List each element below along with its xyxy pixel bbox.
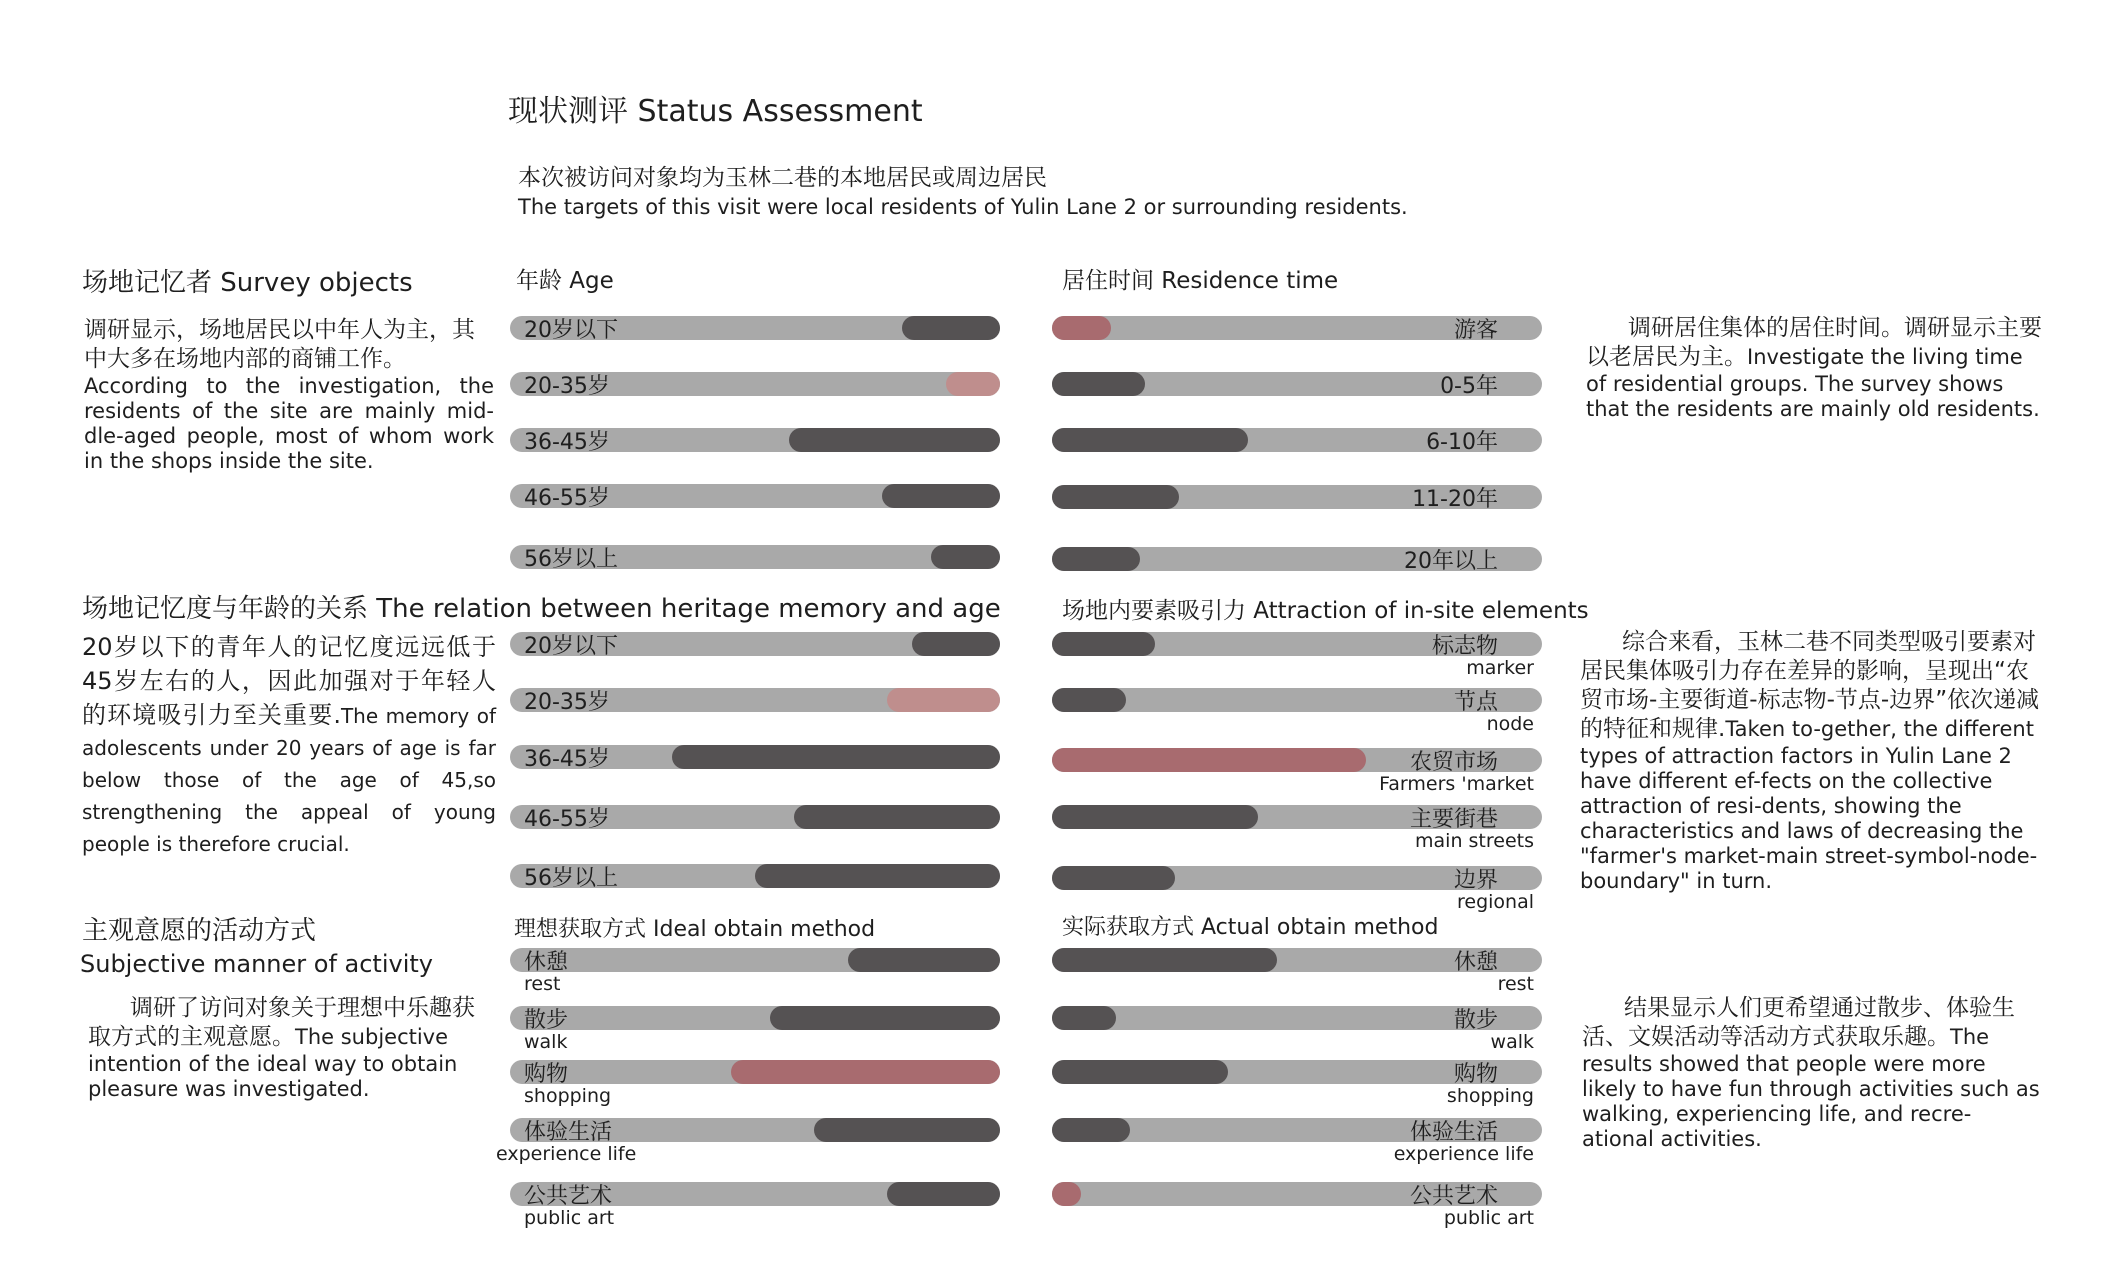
bar-label: 购物: [524, 1062, 569, 1087]
bar-label-en: public art: [524, 1207, 615, 1229]
result-note-zh: 结果显示人们更希望通过散步、体验生活、文娱活动等活动方式获取乐趣。: [1582, 995, 2015, 1050]
bar-fill: [770, 1006, 1000, 1030]
bar-fill: [1052, 866, 1175, 890]
bar-fill: [1052, 948, 1277, 972]
survey-text: [84, 316, 494, 474]
result-note-en: The results showed that people were more likely to have fun through activities such as walking, experiencing life, and recre-ational activities.: [1582, 1025, 2040, 1151]
bar-label: 20-35岁: [524, 690, 610, 715]
bar-row: [1052, 372, 1542, 399]
bar-row: [1052, 1118, 1542, 1165]
bar-label: 36-45岁: [524, 747, 610, 772]
bar-label: 休憩: [524, 950, 569, 975]
bar-label: 36-45岁: [524, 430, 610, 455]
bar-row: [510, 545, 1000, 572]
bar-fill: [1052, 372, 1145, 396]
bar-label: 46-55岁: [524, 486, 610, 511]
bar-label: 散步: [1453, 1008, 1498, 1033]
chart-heading-ideal: 理想获取方式 Ideal obtain method: [514, 917, 876, 942]
bar-label-en: shopping: [1446, 1085, 1534, 1107]
bar-row: [1052, 948, 1542, 995]
residence-note-en: Investigate the living time of residential groups. The survey shows that the residents are mainly old residents.: [1586, 345, 2040, 421]
bar-row: [510, 316, 1000, 343]
bar-row: [510, 484, 1000, 511]
bar-label-en: experience life: [1393, 1143, 1534, 1165]
attraction-note-en: Taken to-gether, the different types of attraction factors in Yulin Lane 2 have different ef-fects on the collective attraction of resi-dents, showing the characteristics and laws of decreasing the "farmer's market-main street-symbol-node-boundary" in turn.: [1580, 717, 2038, 893]
bar-label-en: public art: [1443, 1207, 1534, 1229]
bar-label: 6-10年: [1426, 430, 1498, 455]
memory-text-zh: 20岁以下的青年人的记忆度远远低于45岁左右的人，因此加强对于年轻人的环境吸引力至关重要.: [82, 633, 496, 729]
bar-label: 体验生活: [1409, 1120, 1498, 1145]
bar-label-en: marker: [1466, 657, 1534, 679]
bar-fill: [912, 632, 1000, 656]
bar-row: [510, 1060, 1000, 1107]
bar-label: 20岁以下: [524, 318, 618, 343]
bar-label: 56岁以上: [524, 866, 618, 891]
bar-row: [510, 1006, 1000, 1053]
bar-fill: [1052, 632, 1155, 656]
intro-en: The targets of this visit were local residents of Yulin Lane 2 or surrounding residents.: [518, 195, 1408, 219]
bar-row: [496, 1118, 1000, 1165]
bar-label: 46-55岁: [524, 807, 610, 832]
bar-fill: [1052, 1006, 1116, 1030]
bar-fill: [1052, 688, 1126, 712]
subjective-heading-zh: 主观意愿的活动方式: [82, 916, 317, 946]
bar-row: [1052, 748, 1542, 795]
bar-fill: [848, 948, 1000, 972]
bar-row: [1052, 547, 1542, 574]
bar-fill: [1052, 1182, 1081, 1206]
bar-fill: [794, 805, 1000, 829]
page-title: 现状测评 Status Assessment: [508, 94, 923, 129]
intro: [518, 164, 1408, 222]
bar-label: 购物: [1453, 1062, 1498, 1087]
bar-row: [510, 864, 1000, 891]
bar-fill: [902, 316, 1000, 340]
bar-row: [1052, 805, 1542, 852]
bar-row: [510, 688, 1000, 715]
bar-fill: [1052, 1118, 1130, 1142]
bar-fill: [931, 545, 1000, 569]
bar-row: [1052, 428, 1542, 455]
bar-label: 节点: [1453, 690, 1498, 715]
subjective-text: [88, 994, 493, 1102]
bar-fill: [882, 484, 1000, 508]
bar-fill: [1052, 748, 1366, 772]
bar-label-en: node: [1486, 713, 1534, 735]
bar-fill: [814, 1118, 1000, 1142]
subjective-heading-en: Subjective manner of activity: [80, 950, 433, 978]
attraction-note: [1580, 628, 2040, 894]
bar-label: 农贸市场: [1409, 750, 1498, 775]
bar-row: [510, 632, 1000, 659]
bar-label: 标志物: [1431, 634, 1498, 659]
bar-label: 0-5年: [1440, 374, 1498, 399]
chart-heading-actual: 实际获取方式 Actual obtain method: [1062, 915, 1439, 940]
bar-fill: [731, 1060, 1001, 1084]
bar-fill: [1052, 805, 1258, 829]
bar-label: 20年以上: [1404, 549, 1498, 574]
intro-zh: 本次被访问对象均为玉林二巷的本地居民或周边居民: [518, 165, 1047, 191]
bar-label-en: Farmers 'market: [1379, 773, 1534, 795]
bar-fill: [789, 428, 1000, 452]
attraction-note-zh: 综合来看，玉林二巷不同类型吸引要素对居民集体吸引力存在差异的影响，呈现出“农贸市场-主要街道-标志物-节点-边界”依次递减的特征和规律.: [1580, 629, 2040, 742]
bar-label: 20岁以下: [524, 634, 618, 659]
bar-fill: [946, 372, 1000, 396]
bar-row: [1052, 316, 1542, 343]
bar-row: [1052, 632, 1542, 679]
residence-note-zh: 调研居住集体的居住时间。调研显示主要以老居民为主。: [1586, 315, 2042, 370]
bar-label-en: experience life: [496, 1143, 637, 1165]
bar-fill: [887, 1182, 1000, 1206]
bar-row: [1052, 866, 1542, 913]
memory-text: [82, 630, 496, 860]
bar-label: 边界: [1453, 868, 1498, 893]
bar-fill: [755, 864, 1000, 888]
bar-fill: [1052, 485, 1179, 509]
result-note: [1582, 994, 2042, 1152]
bar-fill: [1052, 316, 1111, 340]
bar-fill: [672, 745, 1000, 769]
chart-heading-attraction: 场地内要素吸引力 Attraction of in-site elements: [1062, 598, 1589, 624]
bar-label-en: shopping: [524, 1085, 612, 1107]
bar-label: 公共艺术: [524, 1184, 613, 1209]
bar-row: [510, 805, 1000, 832]
bar-label: 散步: [524, 1008, 569, 1033]
bar-row: [1052, 1006, 1542, 1053]
bar-label-en: regional: [1456, 891, 1534, 913]
survey-heading: 场地记忆者 Survey objects: [82, 268, 413, 298]
bar-label: 体验生活: [524, 1120, 613, 1145]
bar-label-en: rest: [1497, 973, 1534, 995]
chart-heading-age: 年龄 Age: [516, 268, 614, 294]
bar-fill: [1052, 428, 1248, 452]
residence-note: [1586, 314, 2042, 422]
bar-row: [1052, 1060, 1542, 1107]
memory-heading: 场地记忆度与年龄的关系 The relation between heritage memory and age: [82, 594, 1001, 624]
bar-label: 休憩: [1453, 950, 1498, 975]
bar-label-en: main streets: [1415, 830, 1534, 852]
bar-label: 游客: [1453, 318, 1498, 343]
bar-fill: [887, 688, 1000, 712]
chart-heading-residence: 居住时间 Residence time: [1062, 268, 1339, 294]
bar-label-en: walk: [524, 1031, 568, 1053]
bar-row: [1052, 1182, 1542, 1229]
bar-row: [1052, 485, 1542, 512]
bar-label: 公共艺术: [1409, 1184, 1498, 1209]
bar-label: 56岁以上: [524, 547, 618, 572]
bar-label: 主要街巷: [1409, 807, 1498, 832]
bar-fill: [1052, 1060, 1228, 1084]
bar-row: [1052, 688, 1542, 735]
bar-row: [510, 372, 1000, 399]
bar-row: [510, 745, 1000, 772]
bar-label-en: rest: [524, 973, 561, 995]
memory-text-en: The memory of adolescents under 20 years of age is far below those of the age of 45,so strengthening the appeal of young people is therefore crucial.: [82, 704, 496, 856]
subjective-text-en: The subjective intention of the ideal way to obtain pleasure was investigated.: [88, 1025, 458, 1101]
bar-row: [510, 948, 1000, 995]
bar-row: [510, 428, 1000, 455]
bar-label: 20-35岁: [524, 374, 610, 399]
bar-label-en: walk: [1490, 1031, 1534, 1053]
subjective-text-zh: 调研了访问对象关于理想中乐趣获取方式的主观意愿。: [88, 995, 475, 1050]
bar-label: 11-20年: [1412, 487, 1498, 512]
survey-text-en: According to the investigation, the residents of the site are mainly mid-dle-aged people, most of whom work in the shops inside the site.: [84, 374, 494, 473]
bar-row: [510, 1182, 1000, 1229]
survey-text-zh: 调研显示，场地居民以中年人为主，其中大多在场地内部的商铺工作。: [84, 317, 475, 372]
bar-fill: [1052, 547, 1140, 571]
